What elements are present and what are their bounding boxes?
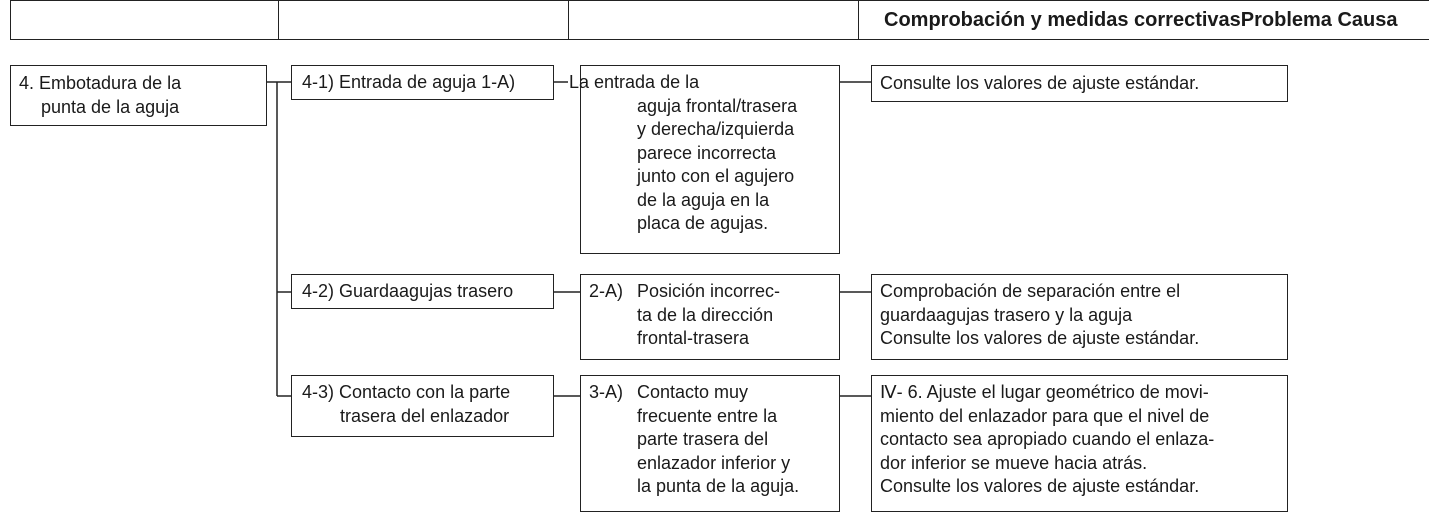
item-box-4-3 <box>291 375 554 437</box>
item-line: 4-2) Guardaagujas trasero <box>302 281 514 301</box>
action-line: Comprobación de separación entre el <box>880 281 1181 301</box>
cause-box-2-A <box>580 274 840 360</box>
item-line: 4-1) Entrada de aguja 1-A) <box>302 72 516 92</box>
cause-code: 3-A) <box>589 382 624 402</box>
cause-line: Contacto muy <box>637 382 749 402</box>
cause-box-1-A <box>569 65 840 254</box>
action-line: contacto sea apropiado cuando el enlaza- <box>880 429 1215 449</box>
cause-line: parece incorrecta <box>637 142 777 163</box>
cause-line: ta de la dirección <box>637 304 774 325</box>
cause-line: placa de agujas. <box>637 213 769 233</box>
item-box-4-2 <box>291 274 554 309</box>
action-box-3 <box>871 375 1288 512</box>
action-box-2 <box>871 274 1288 360</box>
cause-box-3-A <box>580 375 840 512</box>
cause-line: frontal-trasera <box>637 328 750 348</box>
action-line: Consulte los valores de ajuste estándar. <box>880 328 1200 348</box>
cause-line: enlazador inferior y <box>637 452 791 473</box>
item-box-4-1 <box>291 65 554 100</box>
action-line: guardaagujas trasero y la aguja <box>880 304 1133 325</box>
header-title: Comprobación y medidas correctivasProblema Causa <box>884 9 1398 31</box>
cause-line: frecuente entre la <box>637 405 778 426</box>
action-box-1 <box>871 65 1288 102</box>
problem-line-1: 4. Embotadura de la <box>19 73 182 93</box>
cause-lead: La entrada de la <box>569 72 700 92</box>
item-line: trasera del enlazador <box>340 405 510 426</box>
cause-line: la punta de la aguja. <box>637 476 800 496</box>
cause-line: aguja frontal/trasera <box>637 95 798 116</box>
item-line: 4-3) Contacto con la parte <box>302 382 511 402</box>
action-line: Consulte los valores de ajuste estándar. <box>880 476 1200 496</box>
cause-line: parte trasera del <box>637 429 769 449</box>
cause-line: junto con el agujero <box>637 166 795 186</box>
action-line: Consulte los valores de ajuste estándar. <box>880 73 1200 93</box>
cause-line: y derecha/izquierda <box>637 119 795 139</box>
action-line: miento del enlazador para que el nivel de <box>880 405 1210 426</box>
problem-box <box>10 65 267 126</box>
action-line: dor inferior se mueve hacia atrás. <box>880 452 1148 473</box>
problem-line-2: punta de la aguja <box>41 96 180 117</box>
cause-line: Posición incorrec- <box>637 281 781 301</box>
cause-line: de la aguja en la <box>637 189 770 210</box>
cause-code: 2-A) <box>589 281 624 301</box>
action-line: Ⅳ- 6. Ajuste el lugar geométrico de movi- <box>880 382 1209 402</box>
